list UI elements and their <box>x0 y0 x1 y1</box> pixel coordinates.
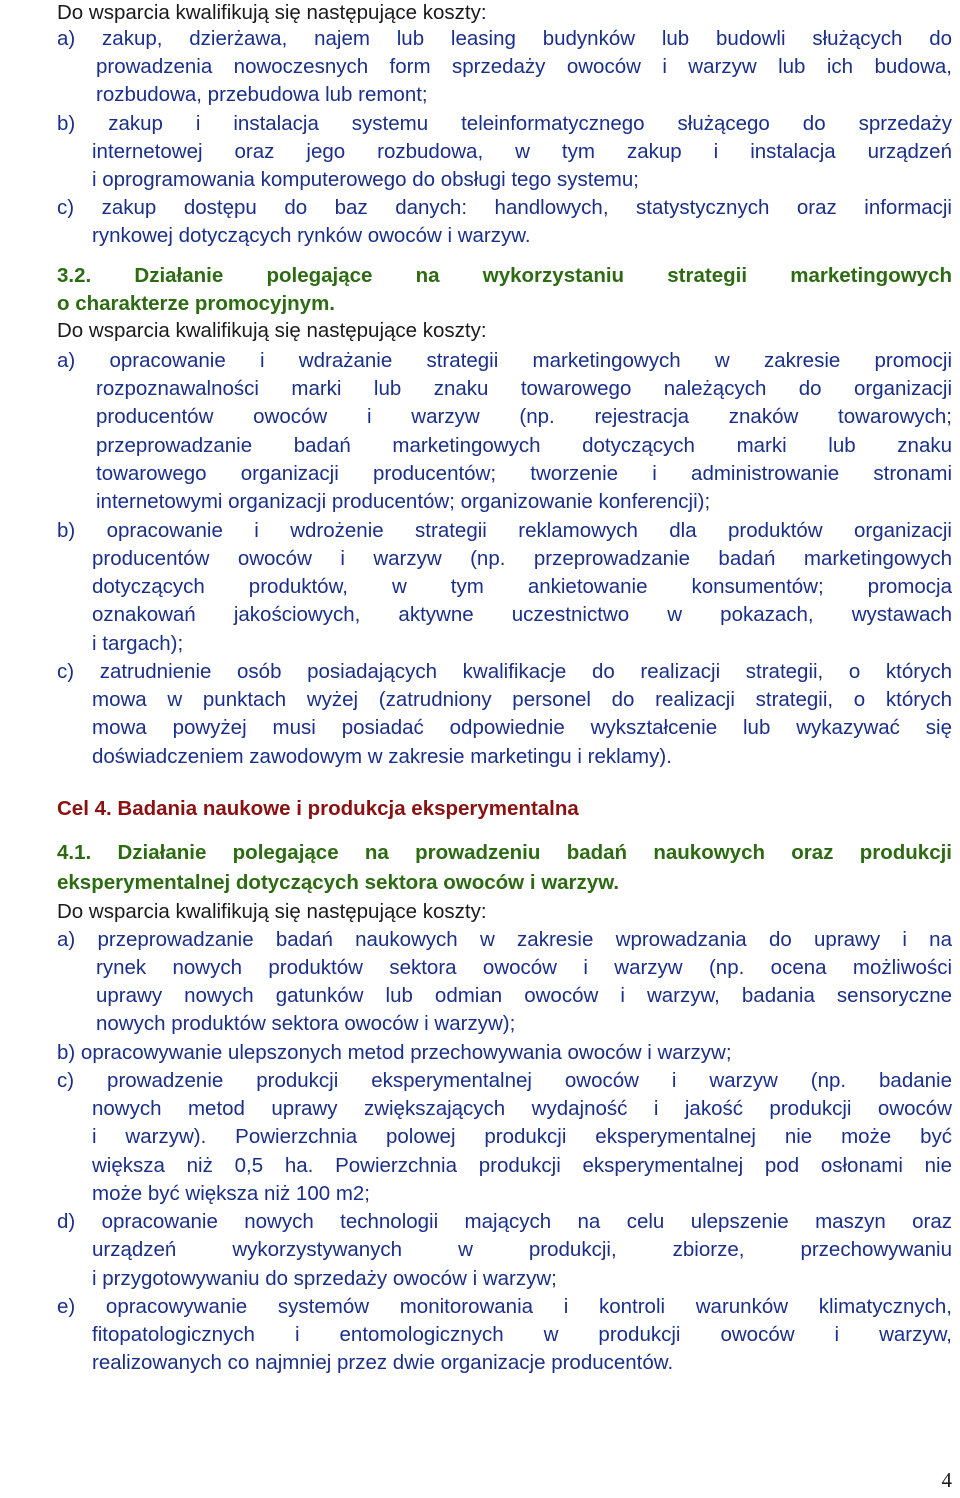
s41-item-a-line-1: a) przeprowadzanie badań naukowych w zakresie wprowadzania do uprawy i na <box>57 928 952 951</box>
s32-item-b-line-1: b) opracowanie i wdrożenie strategii reklamowych dla produktów organizacji <box>57 519 952 542</box>
section-3-2-heading-line-2: o charakterze promocyjnym. <box>57 292 335 315</box>
s41-item-d-line-2: urządzeń wykorzystywanych w produkcji, zbiorze, przechowywaniu <box>92 1238 952 1261</box>
s41-item-c-line-3: i warzyw). Powierzchnia polowej produkcji eksperymentalnej nie może być <box>92 1125 952 1148</box>
list-item-b-line-2: internetowej oraz jego rozbudowa, w tym zakup i instalacja urządzeń <box>92 140 952 163</box>
list-item-a-line-3: rozbudowa, przebudowa lub remont; <box>96 83 428 106</box>
s32-item-c-line-3: mowa powyżej musi posiadać odpowiednie wykształcenie lub wykazywać się <box>92 716 952 739</box>
s32-item-b-line-5: i targach); <box>92 632 184 655</box>
s41-item-d-line-1: d) opracowanie nowych technologii mających na celu ulepszenie maszyn oraz <box>57 1210 952 1233</box>
s41-item-e-line-3: realizowanych co najmniej przez dwie organizacje producentów. <box>92 1351 674 1374</box>
s41-item-e-line-2: fitopatologicznych i entomologicznych w produkcji owoców i warzyw, <box>92 1323 952 1346</box>
s32-item-a-line-2: rozpoznawalności marki lub znaku towarowego należących do organizacji <box>96 377 952 400</box>
s32-item-a-line-4: przeprowadzanie badań marketingowych dotyczących marki lub znaku <box>96 434 952 457</box>
list-item-c-line-2: rynkowej dotyczących rynków owoców i warzyw. <box>92 224 531 247</box>
list-item-a-line-1: a) zakup, dzierżawa, najem lub leasing budynków lub budowli służących do <box>57 27 952 50</box>
s32-item-b-line-2: producentów owoców i warzyw (np. przeprowadzanie badań marketingowych <box>92 547 952 570</box>
intro-label-4-1: Do wsparcia kwalifikują się następujące koszty: <box>57 900 487 923</box>
cel-4-heading: Cel 4. Badania naukowe i produkcja eksperymentalna <box>57 797 579 820</box>
s41-item-d-line-3: i przygotowywaniu do sprzedaży owoców i warzyw; <box>92 1267 557 1290</box>
s41-item-a-line-3: uprawy nowych gatunków lub odmian owoców i warzyw, badania sensoryczne <box>96 984 952 1007</box>
s41-item-a-line-2: rynek nowych produktów sektora owoców i warzyw (np. ocena możliwości <box>96 956 952 979</box>
s32-item-a-line-3: producentów owoców i warzyw (np. rejestracja znaków towarowych; <box>96 405 952 428</box>
s32-item-c-line-1: c) zatrudnienie osób posiadających kwalifikacje do realizacji strategii, o których <box>57 660 952 683</box>
s32-item-c-line-4: doświadczeniem zawodowym w zakresie marketingu i reklamy). <box>92 745 672 768</box>
list-item-b-line-3: i oprogramowania komputerowego do obsługi tego systemu; <box>92 168 639 191</box>
s41-item-b-line-1: b) opracowywanie ulepszonych metod przechowywania owoców i warzyw; <box>57 1041 732 1064</box>
s41-item-c-line-4: większa niż 0,5 ha. Powierzchnia produkcji eksperymentalnej pod osłonami nie <box>92 1154 952 1177</box>
s32-item-a-line-1: a) opracowanie i wdrażanie strategii marketingowych w zakresie promocji <box>57 349 952 372</box>
s41-item-c-line-1: c) prowadzenie produkcji eksperymentalnej owoców i warzyw (np. badanie <box>57 1069 952 1092</box>
section-4-1-heading-line-1: 4.1. Działanie polegające na prowadzeniu badań naukowych oraz produkcji <box>57 841 952 864</box>
s32-item-c-line-2: mowa w punktach wyżej (zatrudniony personel do realizacji strategii, o których <box>92 688 952 711</box>
section-4-1-heading-line-2: eksperymentalnej dotyczących sektora owoców i warzyw. <box>57 871 620 894</box>
page-number: 4 <box>941 1468 952 1492</box>
intro-label-3-2: Do wsparcia kwalifikują się następujące koszty: <box>57 319 487 342</box>
s41-item-c-line-5: może być większa niż 100 m2; <box>92 1182 371 1205</box>
s41-item-a-line-4: nowych produktów sektora owoców i warzyw); <box>96 1012 516 1035</box>
s32-item-b-line-4: oznakowań jakościowych, aktywne uczestnictwo w pokazach, wystawach <box>92 603 952 626</box>
list-item-a-line-2: prowadzenia nowoczesnych form sprzedaży owoców i warzyw lub ich budowa, <box>96 55 952 78</box>
s32-item-a-line-6: internetowymi organizacji producentów; organizowanie konferencji); <box>96 490 711 513</box>
s41-item-c-line-2: nowych metod uprawy zwiększających wydajność i jakość produkcji owoców <box>92 1097 952 1120</box>
list-item-b-line-1: b) zakup i instalacja systemu teleinformatycznego służącego do sprzedaży <box>57 112 952 135</box>
s32-item-a-line-5: towarowego organizacji producentów; tworzenie i administrowanie stronami <box>96 462 952 485</box>
s32-item-b-line-3: dotyczących produktów, w tym ankietowanie konsumentów; promocja <box>92 575 952 598</box>
section-3-2-heading-line-1: 3.2. Działanie polegające na wykorzystaniu strategii marketingowych <box>57 264 952 287</box>
intro-label: Do wsparcia kwalifikują się następujące koszty: <box>57 1 487 24</box>
s41-item-e-line-1: e) opracowywanie systemów monitorowania i kontroli warunków klimatycznych, <box>57 1295 952 1318</box>
list-item-c-line-1: c) zakup dostępu do baz danych: handlowych, statystycznych oraz informacji <box>57 196 952 219</box>
